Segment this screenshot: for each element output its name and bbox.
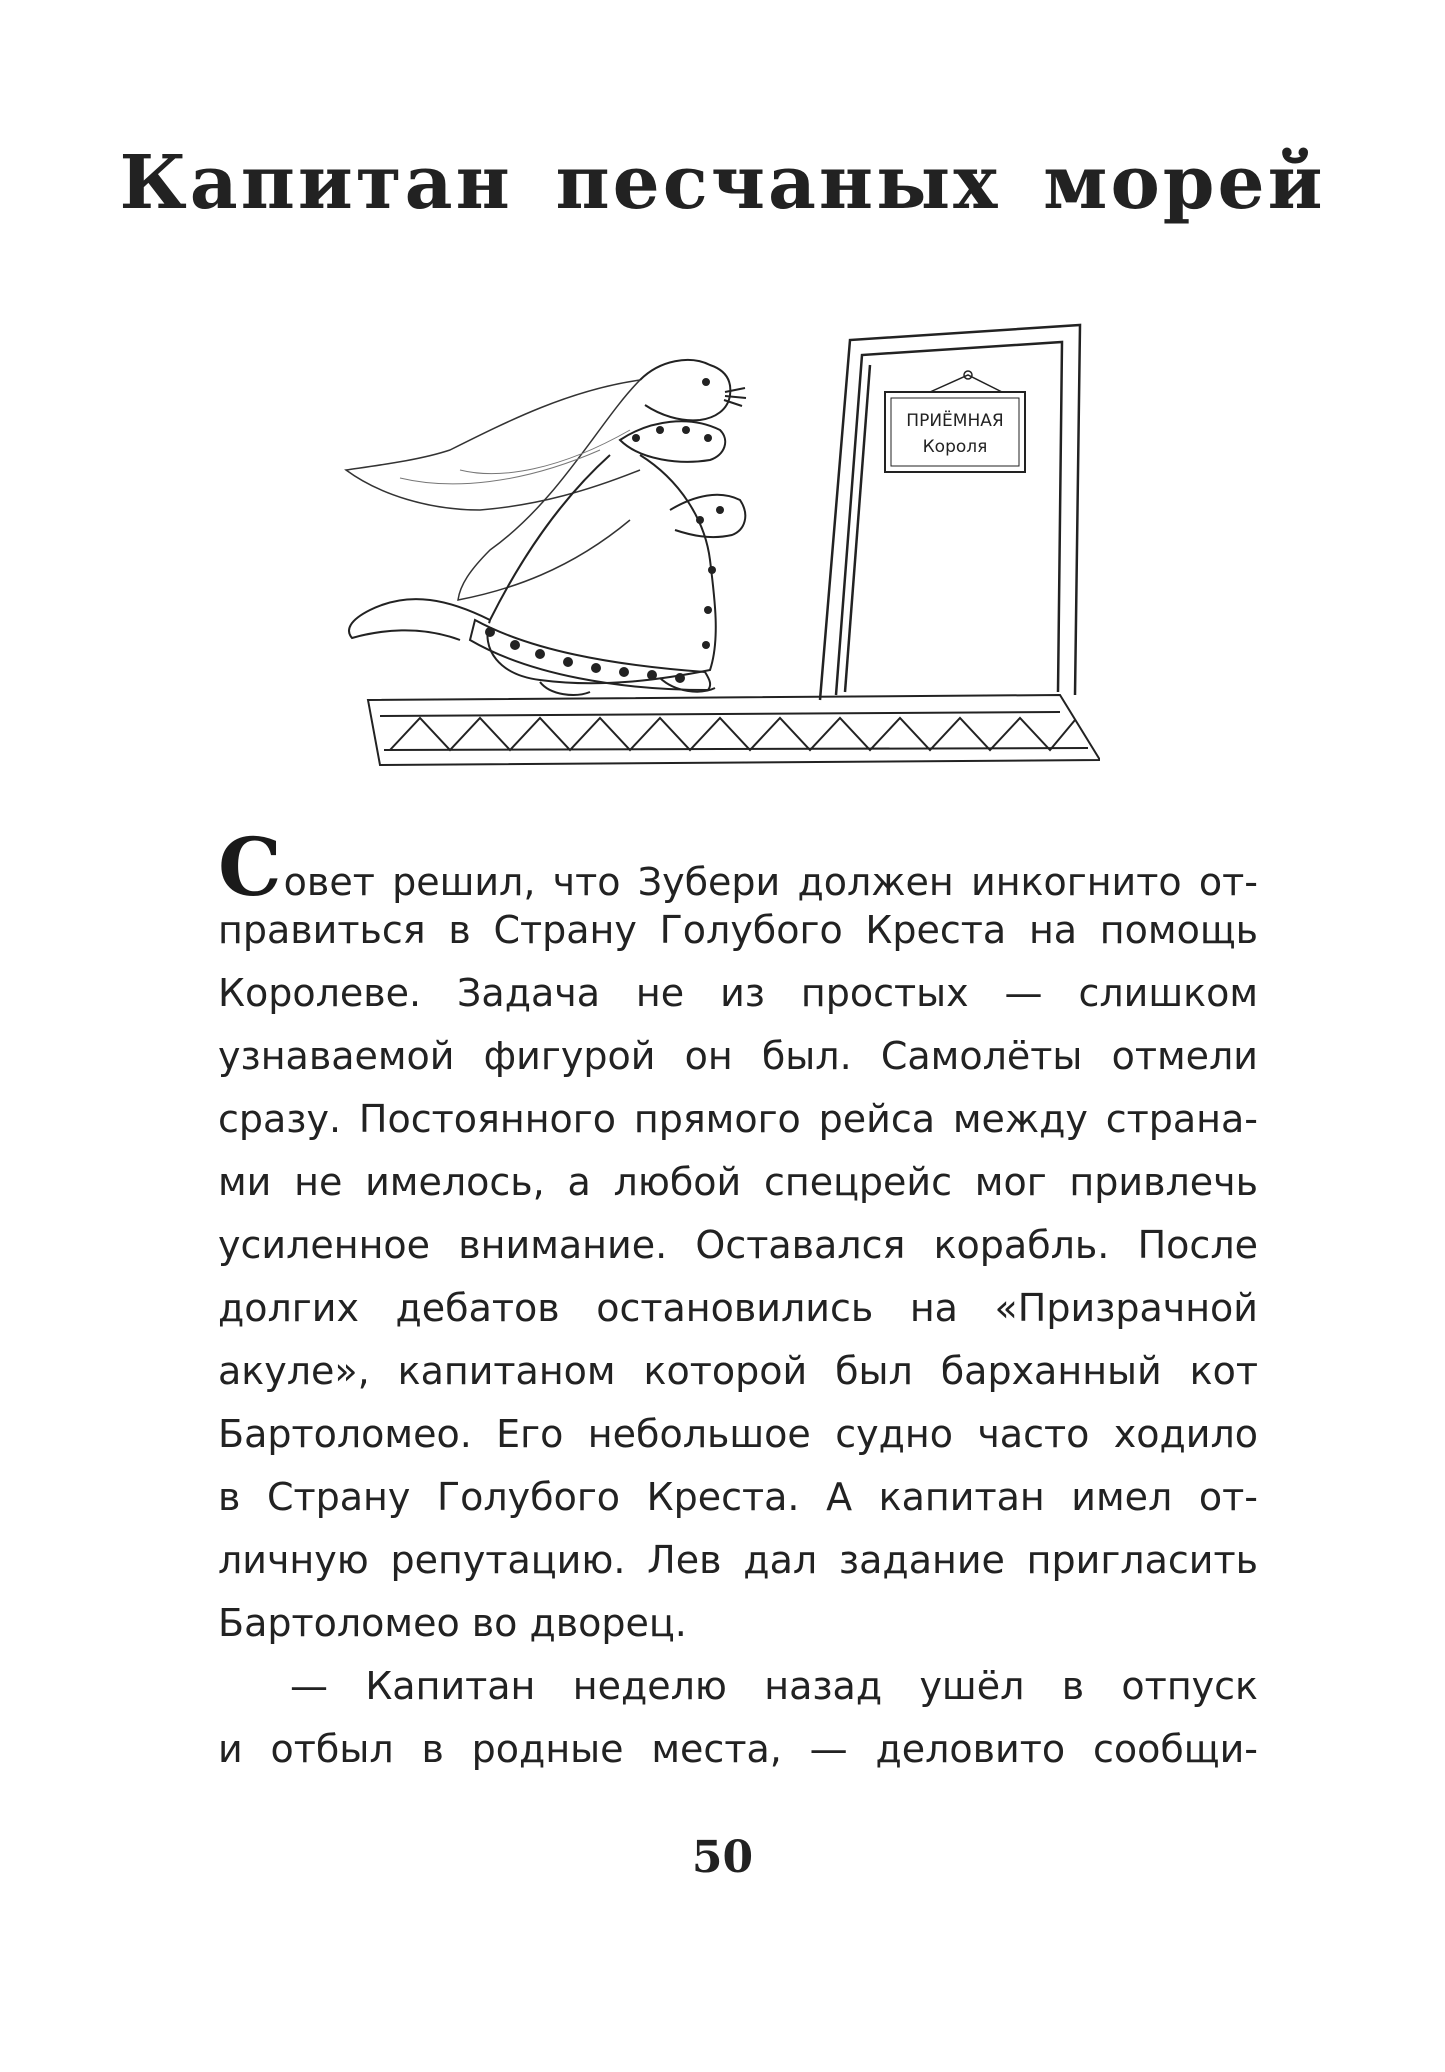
page-title: Капитан песчаных морей bbox=[119, 140, 1326, 226]
text-line: личную репутацию. Лев дал задание пригласить bbox=[218, 1538, 1258, 1582]
text-line: узнаваемой фигурой он был. Самолёты отмели bbox=[218, 1034, 1258, 1078]
body-text bbox=[218, 820, 1258, 1781]
text-line: правиться в Страну Голубого Креста на помощь bbox=[218, 908, 1258, 952]
text-line: Бартоломео во дворец. bbox=[218, 1601, 687, 1645]
drop-cap: С bbox=[218, 820, 282, 914]
text-line: Бартоломео. Его небольшое судно часто ходило bbox=[218, 1412, 1258, 1456]
text-line: — Капитан неделю назад ушёл в отпуск bbox=[290, 1664, 1258, 1708]
veil bbox=[346, 380, 640, 600]
ermine-spots bbox=[485, 426, 724, 683]
text-line: овет решил, что Зубери должен инкогнито от- bbox=[283, 860, 1258, 904]
page-number: 50 bbox=[691, 1832, 754, 1883]
sign-line1: ПРИЁМНАЯ bbox=[906, 411, 1004, 431]
sign-line2: Короля bbox=[922, 437, 988, 457]
text-line: сразу. Постоянного прямого рейса между страна- bbox=[218, 1097, 1258, 1141]
text-line: акуле», капитаном которой был барханный кот bbox=[218, 1349, 1258, 1393]
text-line: и отбыл в родные места, — деловито сообщи- bbox=[218, 1727, 1258, 1771]
paragraph-1-first-line bbox=[218, 820, 1258, 914]
door bbox=[820, 325, 1080, 700]
door-sign bbox=[885, 371, 1025, 472]
text-line: долгих дебатов остановились на «Призрачной bbox=[218, 1286, 1258, 1330]
rug bbox=[368, 695, 1100, 765]
text-line: в Страну Голубого Креста. А капитан имел от- bbox=[218, 1475, 1258, 1519]
text-line: Королеве. Задача не из простых — слишком bbox=[218, 971, 1258, 1015]
text-line: усиленное внимание. Оставался корабль. После bbox=[218, 1223, 1258, 1267]
text-line: ми не имелось, а любой спецрейс мог привлечь bbox=[218, 1160, 1258, 1204]
illustration-cat-at-door bbox=[340, 320, 1100, 770]
cat-with-robe bbox=[349, 360, 746, 695]
